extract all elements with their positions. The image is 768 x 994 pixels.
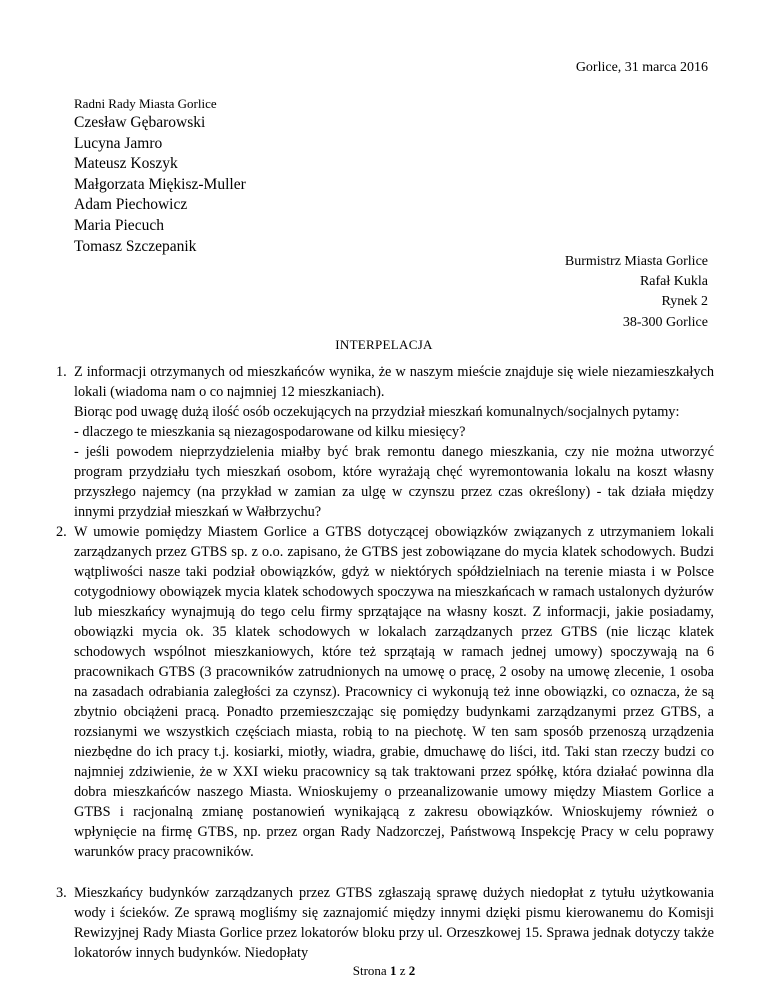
list-item	[56, 362, 714, 522]
page-total: 2	[408, 963, 416, 978]
councillor-name: Mateusz Koszyk	[74, 155, 178, 173]
page-footer	[0, 963, 768, 979]
councillor-name: Maria Piecuch	[74, 216, 164, 234]
councillor-name: Tomasz Szczepanik	[74, 237, 197, 255]
document-title: INTERPELACJA	[335, 337, 433, 352]
recipient-city: 38-300 Gorlice	[622, 314, 708, 330]
councillor-name: Lucyna Jamro	[74, 134, 163, 152]
page-label: Strona	[352, 963, 387, 978]
councillors-list	[74, 113, 246, 257]
interpellation-body	[56, 362, 714, 963]
page-of: z	[399, 963, 406, 978]
list-item	[56, 883, 714, 963]
page-number: 1	[389, 963, 397, 978]
councillor-name: Adam Piechowicz	[74, 196, 188, 214]
councillor-name: Małgorzata Miękisz-Muller	[74, 175, 246, 193]
list-item	[56, 522, 714, 862]
item-question: - jeśli powodem nieprzydzielenia miałby być brak remontu danego mieszkania, czy nie można utworzyć program przydziału tych mieszkań osobom, które wyrażają chęć wyremontowania lokalu na koszt własny przyszłego najemcy (na przykład w zamian za ulgę w czynszu przez czas określony) - tak działa między innymi przydział mieszkań w Wałbrzychu?	[74, 444, 714, 520]
item-number: 3.	[56, 885, 67, 901]
recipient-name: Rafał Kukla	[639, 274, 708, 290]
item-number: 2.	[56, 524, 67, 540]
recipient-address	[565, 252, 708, 333]
item-number: 1.	[56, 364, 67, 380]
councillor-name: Czesław Gębarowski	[74, 114, 206, 131]
document-date: Gorlice, 31 marca 2016	[575, 60, 708, 75]
item-paragraph: W umowie pomiędzy Miastem Gorlice a GTBS dotyczącej obowiązków związanych z utrzymaniem lokali zarządzanych przez GTBS sp. z o.o. zapisano, że GTBS jest zobowiązane do mycia klatek schodowych. Budzi wątpliwości nasze taki podział obowiązków, gdyż w niektórych spółdzielniach na terenie miasta i w Polsce cotygodniowy obowiązek mycia klatek schodowych spoczywa na mieszkańcach w ramach ustalonych dyżurów lub mieszkańcy wynajmują do tego celu firmy sprzątające na własny koszt. Z informacji, jakie posiadamy, obowiązki mycia ok. 35 klatek schodowych w lokalach zarządzanych przez GTBS (nie licząc klatek schodowych wspólnot mieszkaniowych, które też sprzątają w ramach jednej umowy) spoczywają na 6 pracownikach GTBS (3 pracowników zatrudnionych na umowę o pracę, 2 osoby na umowę zlecenie, 1 osoba na zasadach odrabiania zaległości za czynsz). Pracownicy ci wykonują też inne obowiązki, co oznacza, że są zbytnio obciążeni pracą. Ponadto przemieszczając się pomiędzy budynkami zarządzanymi przez GTBS, a rozsianymi we wszystkich częściach miasta, robią to na piechotę. W ten sam sposób przenoszą urządzenia niezbędne do ich pracy t.j. kosiarki, miotły, wiadra, grabie, dmuchawę do liści, itd. Taki stan rzeczy budzi co najmniej zdziwienie, że w XXI wieku pracownicy są tak traktowani przez spółkę, która działać powinna dla dobra mieszkańców naszego Miasta. Wnioskujemy o przeanalizowanie umowy między Miastem Gorlice a GTBS i racjonalną zmianę postanowień wynikającą z zakresu obowiązków. Wnioskujemy również o wpłynięcie na firmę GTBS, np. przez organ Rady Nadzorczej, Państwową Inspekcję Pracy w celu poprawy warunków pracy pracowników.	[74, 524, 714, 860]
item-question: - dlaczego te mieszkania są niezagospodarowane od kilku miesięcy?	[74, 424, 466, 440]
recipient-title: Burmistrz Miasta Gorlice	[564, 254, 708, 269]
recipient-street: Rynek 2	[661, 294, 708, 310]
item-paragraph: Mieszkańcy budynków zarządzanych przez GTBS zgłaszają sprawę dużych niedopłat z tytułu użytkowania wody i ścieków. Ze sprawą mogliśmy się zaznajomić między innymi dzięki pismu kierowanemu do Komisji Rewizyjnej Rady Miasta Gorlice przez lokatorów bloku przy ul. Orzeszkowej 15. Sprawa jednak dotyczy także lokatorów innych budynków. Niedopłaty	[74, 885, 714, 961]
councillors-heading: Radni Rady Miasta Gorlice	[74, 96, 217, 111]
item-paragraph: Z informacji otrzymanych od mieszkańców wynika, że w naszym mieście znajduje się wiele niezamieszkałych lokali (wiadoma nam o co najmniej 12 mieszkaniach).	[74, 364, 714, 400]
interpellation-list	[56, 362, 714, 963]
item-paragraph: Biorąc pod uwagę dużą ilość osób oczekujących na przydział mieszkań komunalnych/socjalnych pytamy:	[74, 404, 680, 420]
